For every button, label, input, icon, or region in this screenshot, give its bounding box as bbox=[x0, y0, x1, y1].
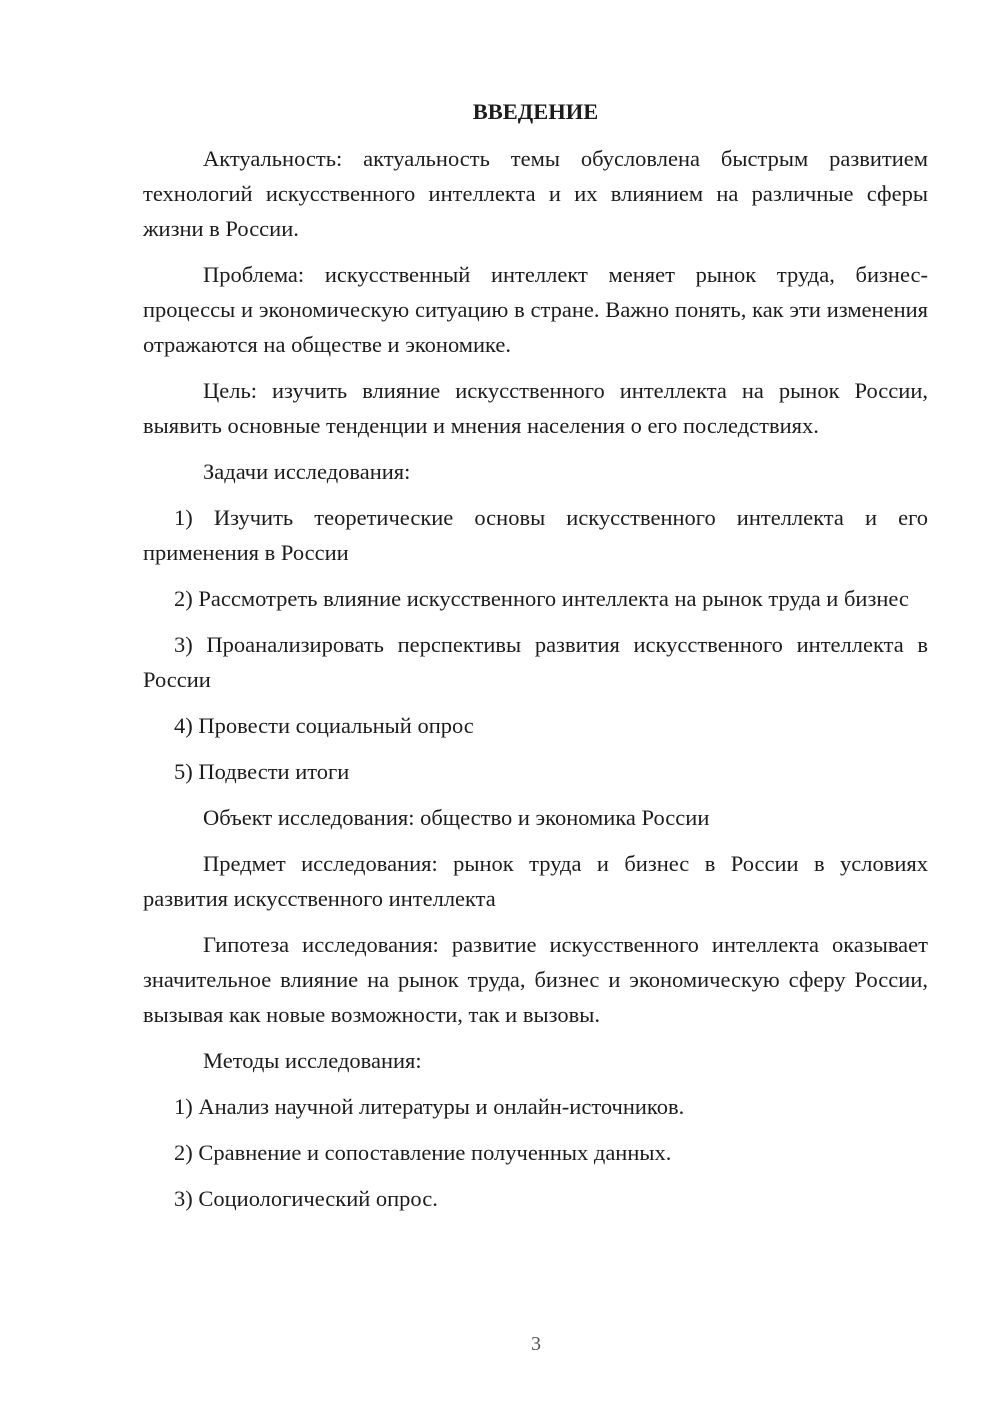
paragraph-hypothesis: Гипотеза исследования: развитие искусственного интеллекта оказывает значительное влияние на рынок труда, бизнес и экономическую сферу России, вызывая как новые возможности, так и вызовы. bbox=[143, 932, 928, 1027]
paragraph-relevance: Актуальность: актуальность темы обусловлена быстрым развитием технологий искусственного интеллекта и их влиянием на различные сферы жизни в России. bbox=[143, 146, 928, 241]
task-item-3: 3) Проанализировать перспективы развития искусственного интеллекта в России bbox=[143, 632, 928, 692]
task-item-2: 2) Рассмотреть влияние искусственного интеллекта на рынок труда и бизнес bbox=[174, 586, 909, 611]
paragraph-methods-heading: Методы исследования: bbox=[203, 1048, 422, 1073]
paragraph-subject: Предмет исследования: рынок труда и бизнес в России в условиях развития искусственного интеллекта bbox=[143, 851, 928, 911]
section-title: ВВЕДЕНИЕ bbox=[472, 99, 599, 124]
paragraph-tasks-heading: Задачи исследования: bbox=[203, 459, 411, 484]
paragraph-problem: Проблема: искусственный интеллект меняет рынок труда, бизнес-процессы и экономическую ситуацию в стране. Важно понять, как эти изменения отражаются на обществе и экономике. bbox=[143, 262, 928, 357]
paragraph-object: Объект исследования: общество и экономика России bbox=[203, 805, 710, 830]
method-item-2: 2) Сравнение и сопоставление полученных данных. bbox=[174, 1140, 672, 1165]
page-number: 3 bbox=[531, 1333, 541, 1355]
task-item-1: 1) Изучить теоретические основы искусственного интеллекта и его применения в России bbox=[143, 505, 928, 565]
paragraph-goal: Цель: изучить влияние искусственного интеллекта на рынок России, выявить основные тенденции и мнения населения о его последствиях. bbox=[143, 378, 928, 438]
task-item-4: 4) Провести социальный опрос bbox=[174, 713, 474, 738]
method-item-1: 1) Анализ научной литературы и онлайн-источников. bbox=[174, 1094, 685, 1119]
task-item-5: 5) Подвести итоги bbox=[174, 759, 350, 784]
document-page bbox=[143, 94, 928, 1227]
method-item-3: 3) Социологический опрос. bbox=[174, 1186, 438, 1211]
